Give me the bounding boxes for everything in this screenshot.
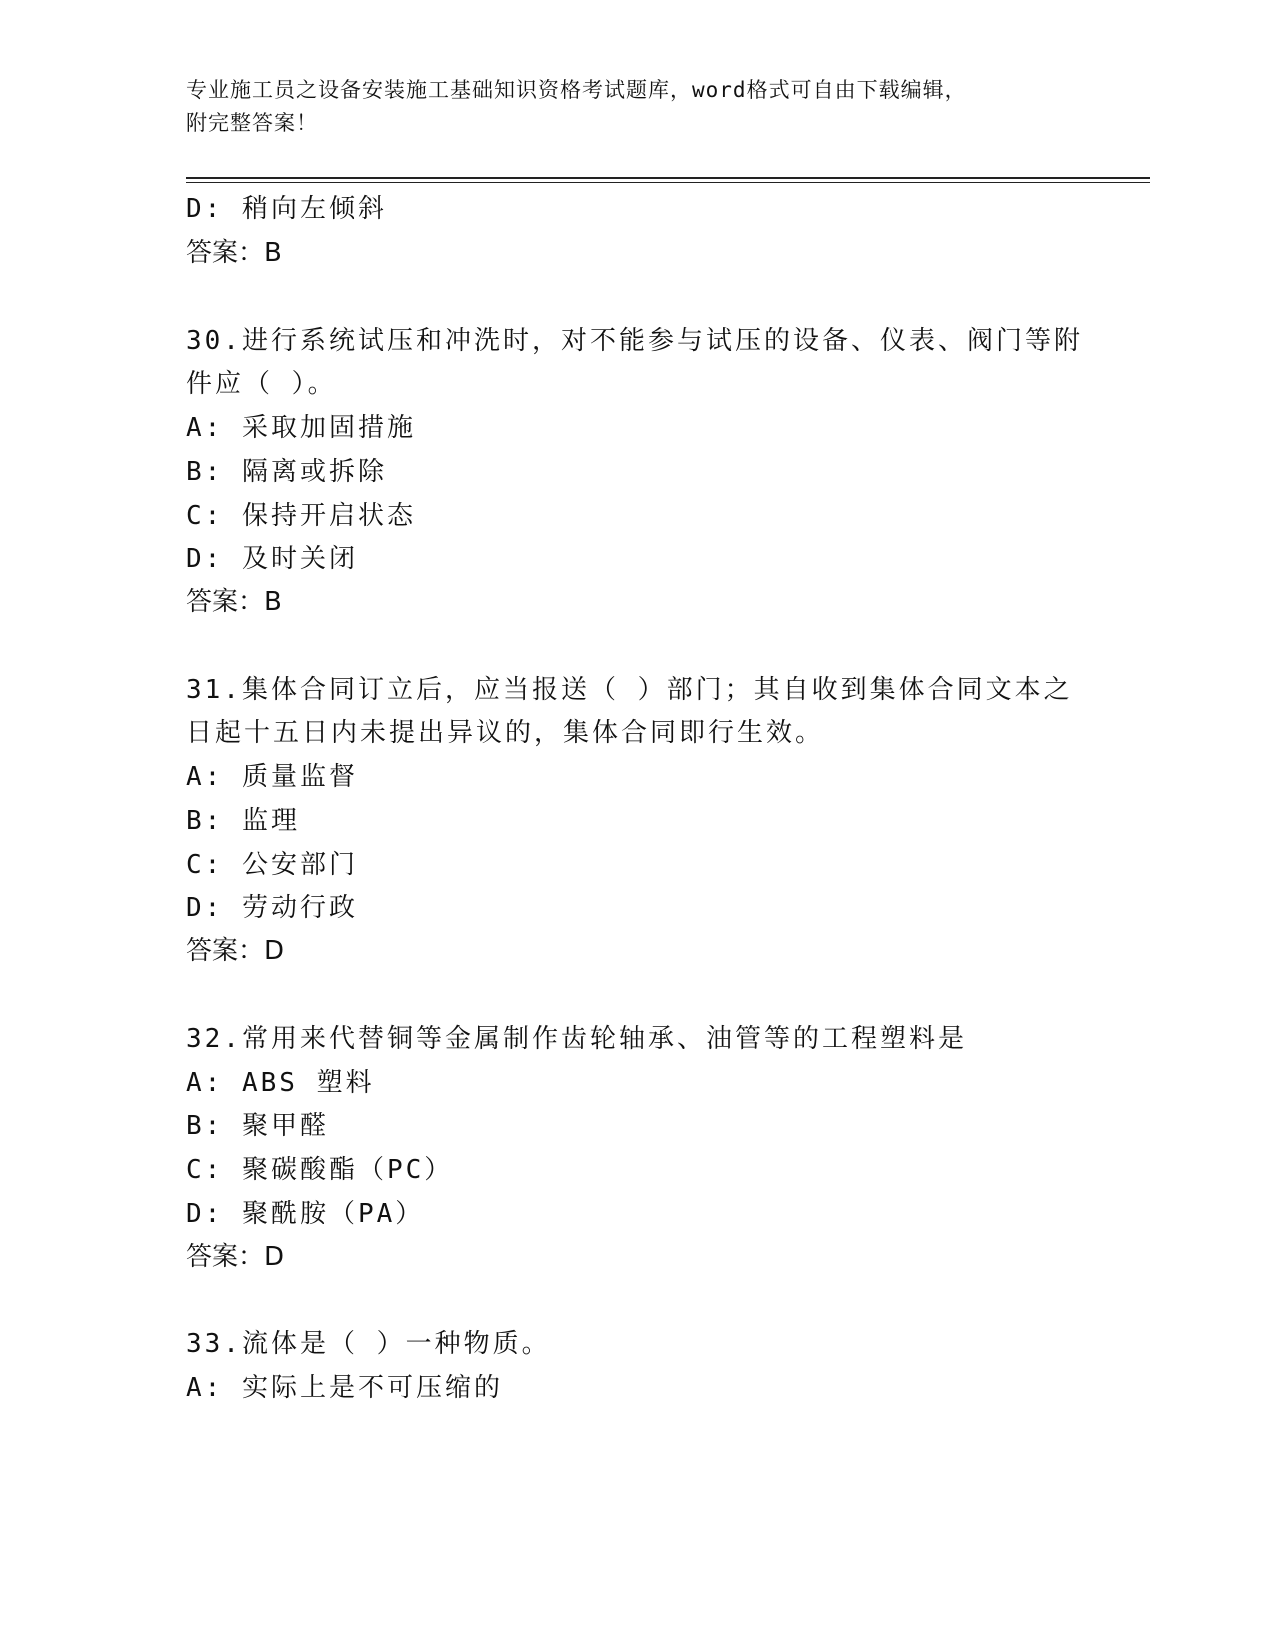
q32-option-d: D: 聚酰胺（PA） bbox=[186, 1199, 425, 1229]
q30-option-b: B: 隔离或拆除 bbox=[186, 457, 387, 487]
document-header bbox=[186, 74, 1086, 140]
q33-option-a: A: 实际上是不可压缩的 bbox=[186, 1373, 503, 1403]
q32-stem-line-1: 32.常用来代替铜等金属制作齿轮轴承、油管等的工程塑料是 bbox=[186, 1024, 967, 1054]
prev-option-d: D: 稍向左倾斜 bbox=[186, 194, 387, 224]
q30-option-d: D: 及时关闭 bbox=[186, 544, 358, 574]
q30-stem-line-2: 件应（ ）。 bbox=[186, 369, 337, 399]
header-line-1: 专业施工员之设备安装施工基础知识资格考试题库，word格式可自由下载编辑， bbox=[186, 78, 967, 102]
q31-option-d: D: 劳动行政 bbox=[186, 893, 358, 923]
header-line-2: 附完整答案！ bbox=[186, 111, 318, 135]
q30-stem-line-1: 30.进行系统试压和冲洗时，对不能参与试压的设备、仪表、阀门等附 bbox=[186, 326, 1083, 356]
prev-answer: 答案：B bbox=[186, 238, 282, 268]
q30-answer: 答案：B bbox=[186, 587, 282, 617]
q31-option-b: B: 监理 bbox=[186, 806, 300, 836]
q30-option-a: A: 采取加固措施 bbox=[186, 413, 416, 443]
q31-option-c: C: 公安部门 bbox=[186, 850, 358, 880]
header-divider bbox=[186, 177, 1150, 183]
q32-answer: 答案：D bbox=[186, 1242, 285, 1272]
q31-stem-line-1: 31.集体合同订立后，应当报送（ ）部门；其自收到集体合同文本之 bbox=[186, 675, 1073, 705]
q33-stem-line-1: 33.流体是（ ）一种物质。 bbox=[186, 1329, 551, 1359]
q31-option-a: A: 质量监督 bbox=[186, 762, 358, 792]
q31-answer: 答案：D bbox=[186, 936, 285, 966]
q32-option-a: A: ABS 塑料 bbox=[186, 1068, 375, 1098]
q32-option-c: C: 聚碳酸酯（PC） bbox=[186, 1155, 454, 1185]
q31-stem-line-2: 日起十五日内未提出异议的，集体合同即行生效。 bbox=[186, 718, 825, 748]
q32-option-b: B: 聚甲醛 bbox=[186, 1111, 329, 1141]
q30-option-c: C: 保持开启状态 bbox=[186, 501, 416, 531]
